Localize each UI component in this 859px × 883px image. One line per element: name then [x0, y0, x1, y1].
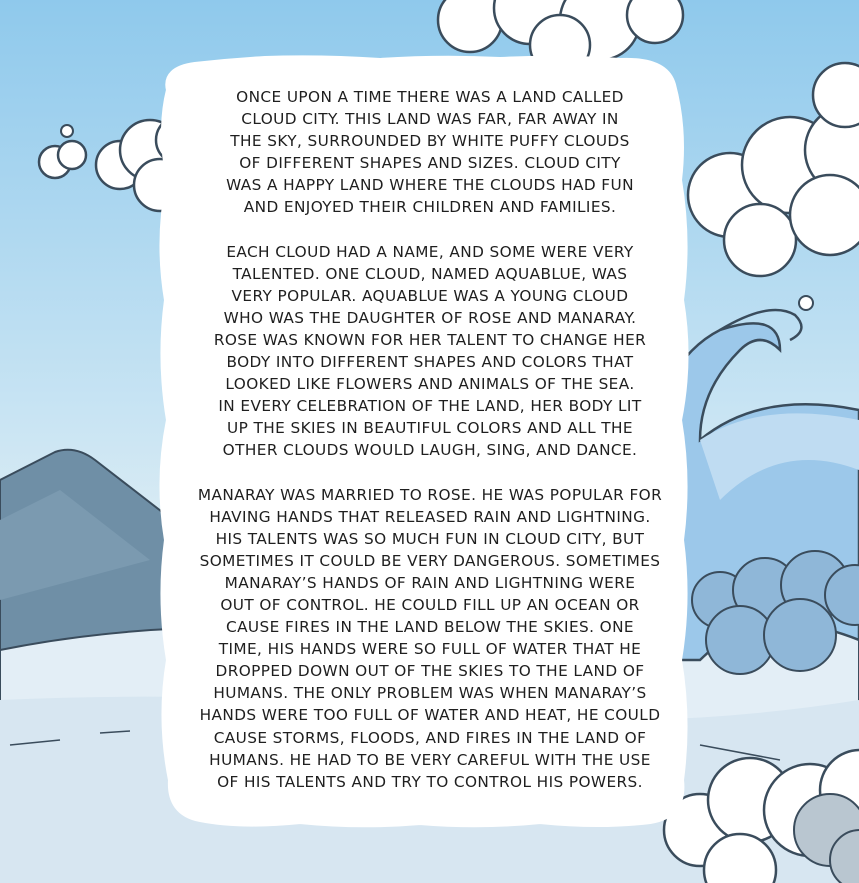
text-line: TIME, HIS HANDS WERE SO FULL OF WATER THAT HE [218, 640, 642, 659]
paragraph-3 [180, 484, 680, 793]
text-line: CAUSE FIRES IN THE LAND BELOW THE SKIES. ONE [225, 618, 634, 637]
text-line: SOMETIMES IT COULD BE VERY DANGEROUS. SOMETIMES [199, 551, 661, 570]
text-line: WHO WAS THE DAUGHTER OF ROSE AND MANARAY. [223, 308, 637, 327]
text-line: TALENTED. ONE CLOUD, NAMED AQUABLUE, WAS [232, 264, 628, 283]
text-line: OTHER CLOUDS WOULD LAUGH, SING, AND DANCE. [222, 441, 638, 460]
text-line: OF DIFFERENT SHAPES AND SIZES. CLOUD CITY [239, 154, 621, 173]
text-line: WAS A HAPPY LAND WHERE THE CLOUDS HAD FUN [226, 176, 634, 195]
text-line: CAUSE STORMS, FLOODS, AND FIRES IN THE LAND OF [213, 728, 647, 747]
text-line: OF HIS TALENTS AND TRY TO CONTROL HIS POWERS. [217, 772, 643, 791]
text-line: IN EVERY CELEBRATION OF THE LAND, HER BODY LIT [218, 397, 642, 416]
bubble [799, 296, 813, 310]
text-line: HUMANS. HE HAD TO BE VERY CAREFUL WITH THE USE [209, 750, 651, 769]
paragraph-1 [180, 86, 680, 219]
text-line: BODY INTO DIFFERENT SHAPES AND COLORS THAT [226, 353, 634, 372]
text-line: OUT OF CONTROL. HE COULD FILL UP AN OCEAN OR [220, 595, 640, 614]
paragraph-2 [180, 241, 680, 462]
text-line: EACH CLOUD HAD A NAME, AND SOME WERE VERY [226, 242, 634, 261]
text-line: MANARAY WAS MARRIED TO ROSE. HE WAS POPULAR FOR [197, 485, 663, 504]
small-cloud-dot [61, 125, 73, 137]
text-line: MANARAY’S HANDS OF RAIN AND LIGHTNING WERE [224, 573, 636, 592]
text-line: ROSE WAS KNOWN FOR HER TALENT TO CHANGE HER [213, 330, 647, 349]
text-line: ONCE UPON A TIME THERE WAS A LAND CALLED [236, 88, 624, 106]
text-line: DROPPED DOWN OUT OF THE SKIES TO THE LAND OF [215, 662, 645, 681]
text-line: HUMANS. THE ONLY PROBLEM WAS WHEN MANARAY’S [213, 684, 647, 703]
text-line: UP THE SKIES IN BEAUTIFUL COLORS AND ALL THE [227, 419, 633, 438]
text-line: HANDS WERE TOO FULL OF WATER AND HEAT, HE COULD [199, 706, 661, 725]
text-line: CLOUD CITY. THIS LAND WAS FAR, FAR AWAY IN [241, 110, 619, 129]
text-line: VERY POPULAR. AQUABLUE WAS A YOUNG CLOUD [231, 286, 629, 305]
story-text-panel [180, 86, 680, 815]
text-line: THE SKY, SURROUNDED BY WHITE PUFFY CLOUDS [230, 132, 630, 151]
text-line: HAVING HANDS THAT RELEASED RAIN AND LIGHTNING. [209, 507, 651, 526]
text-line: AND ENJOYED THEIR CHILDREN AND FAMILIES. [243, 198, 617, 217]
text-line: HIS TALENTS WAS SO MUCH FUN IN CLOUD CITY, BUT [215, 529, 645, 548]
text-line: LOOKED LIKE FLOWERS AND ANIMALS OF THE SEA. [225, 375, 635, 394]
